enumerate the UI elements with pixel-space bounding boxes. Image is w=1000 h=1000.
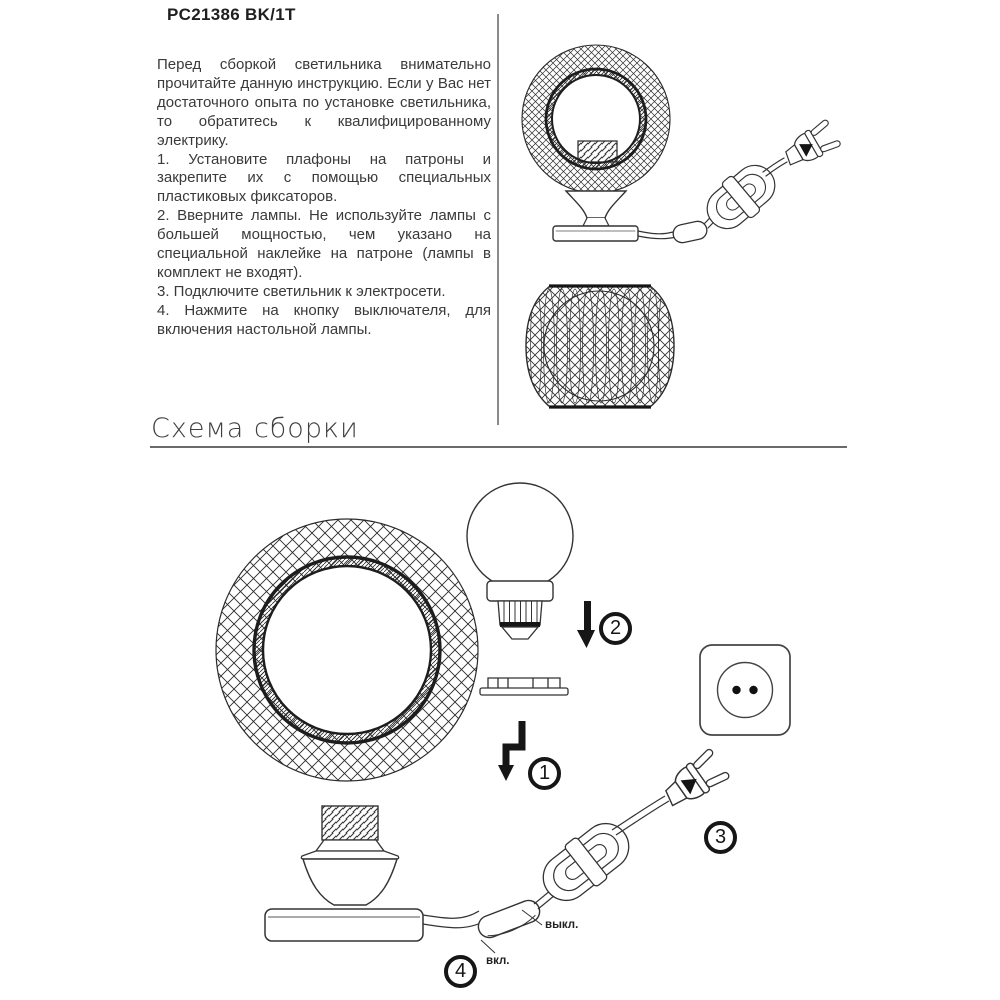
lamp-stem (566, 191, 626, 218)
instruction-step-2: 2. Вверните лампы. Не используйте лампы с большей мощностью, чем указано на специальной наклейке на патроне (лампы в комплект не входят). (157, 207, 491, 281)
plug-small (779, 118, 842, 172)
section-title: Схема сборки (151, 413, 359, 444)
lampshade-figure (526, 286, 674, 407)
intro-paragraph: Перед сборкой светильника внимательно прочитайте данную инструкцию. Если у Вас нет достаточного опыта по установке светильника, то обратитесь к квалифицированному электрику. (157, 56, 491, 149)
socket-hatched (322, 806, 378, 840)
instruction-step-3: 3. Подключите светильник к электросети. (157, 282, 446, 300)
step-badge-4: 4 (444, 955, 477, 988)
section-underline (150, 446, 847, 448)
column-divider (497, 14, 499, 425)
plug-drawing (658, 747, 731, 813)
page-title: PC21386 BK/1T (167, 5, 296, 24)
shade-ring-drawing (216, 519, 478, 781)
step-badge-3: 3 (704, 821, 737, 854)
instruction-step-4: 4. Нажмите на кнопку выключателя, для включения настольной лампы. (157, 301, 491, 338)
on-label-leader (481, 940, 495, 953)
cord-switch (475, 897, 543, 940)
cord-switch-small (672, 220, 709, 245)
step-badge-1: 1 (528, 757, 561, 790)
lamp-base-drawing (265, 806, 423, 941)
bracket-drawing (480, 678, 568, 695)
assembled-lamp-figure (522, 45, 842, 244)
shade-mesh-body (526, 286, 674, 407)
coiled-cord (532, 812, 640, 912)
switch-off-label: выкл. (545, 919, 579, 931)
instructions-text (157, 56, 491, 340)
bulb-drawing (467, 483, 573, 639)
step-1-arrow (498, 721, 522, 781)
lamp-base-plate (553, 226, 638, 241)
socket-outlet-drawing (700, 645, 790, 735)
switch-on-label: вкл. (486, 955, 510, 967)
socket-top-hatched (578, 141, 617, 162)
step-2-arrow (577, 601, 595, 648)
step-badge-2: 2 (599, 612, 632, 645)
instruction-step-1: 1. Установите плафоны на патроны и закрепите их с помощью специальных пластиковых фиксаторов. (157, 150, 491, 206)
